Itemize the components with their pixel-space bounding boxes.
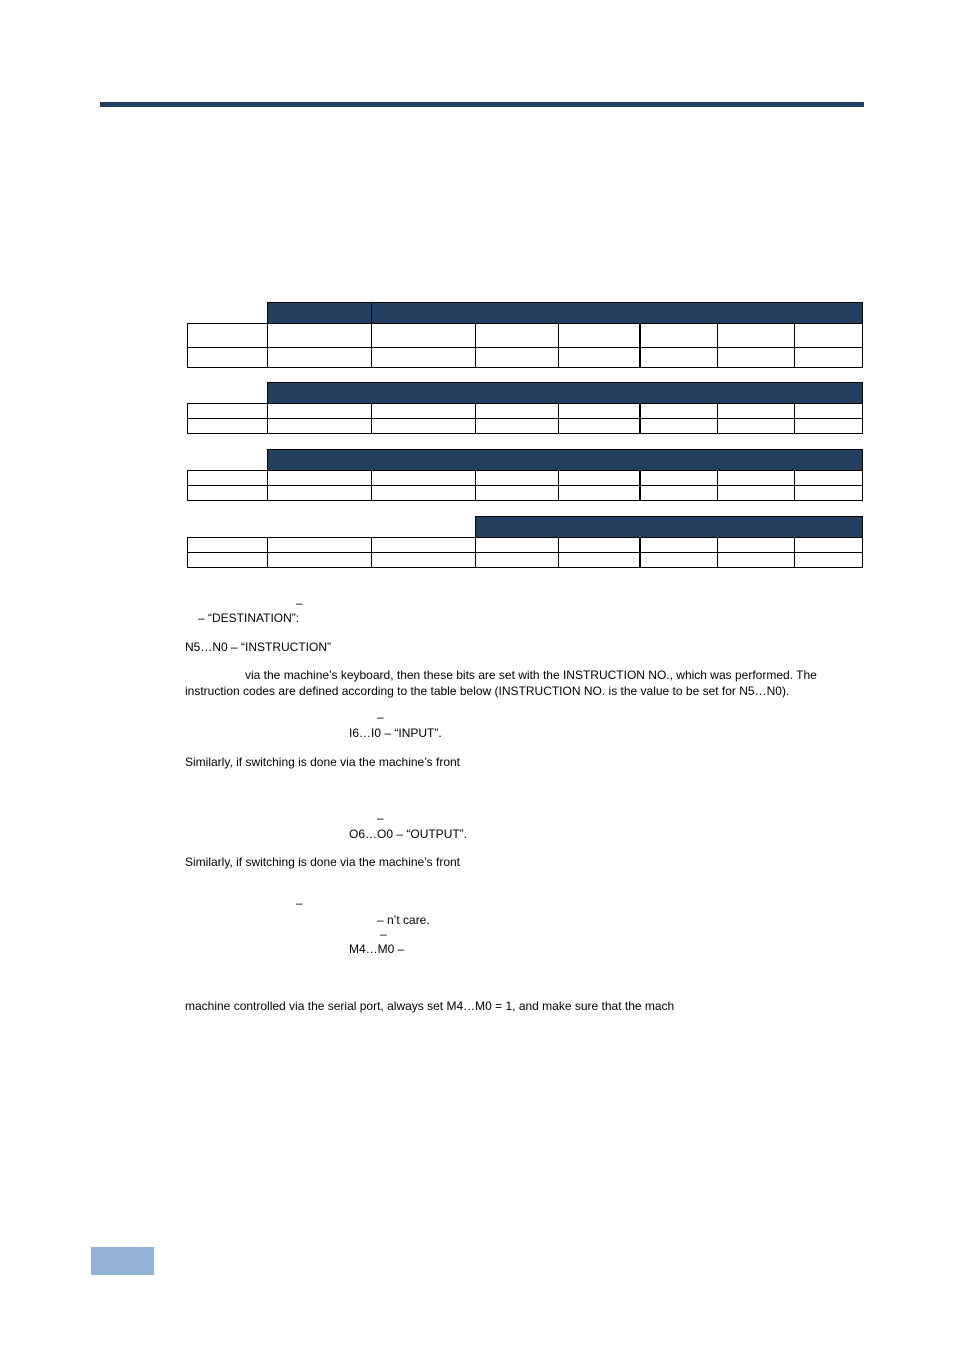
table-header <box>268 383 863 404</box>
dash-text: – <box>380 927 387 941</box>
dash-text: – <box>296 896 303 910</box>
header-rule <box>100 102 864 107</box>
instruction-label: N5…N0 – “INSTRUCTION” <box>185 640 332 654</box>
dash-text: – <box>377 811 384 825</box>
instruction-text-line2: instruction codes are defined according to the table below (INSTRUCTION NO. is the value to be set for N5…N0). <box>185 684 790 698</box>
byte-table-2 <box>187 382 863 434</box>
instruction-text-line1: via the machine’s keyboard, then these bits are set with the INSTRUCTION NO., which was performed. The <box>245 668 817 682</box>
serial-port-text: machine controlled via the serial port, always set M4…M0 = 1, and make sure that the mach <box>185 999 675 1013</box>
table-header <box>476 517 863 538</box>
table-cell <box>188 303 268 324</box>
table-header <box>372 303 863 324</box>
table-header <box>268 303 372 324</box>
byte-table-3 <box>187 449 863 501</box>
input-label: I6…I0 – “INPUT”. <box>349 726 442 740</box>
dont-care-text: – n’t care. <box>377 913 430 927</box>
byte-table-1 <box>187 302 863 368</box>
similarly-text: Similarly, if switching is done via the machine’s front <box>185 755 461 769</box>
page-number-tab <box>91 1247 154 1275</box>
output-label: O6…O0 – “OUTPUT”. <box>349 827 468 841</box>
similarly-text: Similarly, if switching is done via the machine’s front <box>185 855 461 869</box>
dash-text: – <box>296 596 303 610</box>
table-header <box>268 450 863 471</box>
machine-label: M4…M0 – <box>349 942 405 956</box>
dash-text: – <box>377 710 384 724</box>
destination-label: – “DESTINATION”: <box>198 611 300 625</box>
byte-table-4 <box>187 516 863 568</box>
